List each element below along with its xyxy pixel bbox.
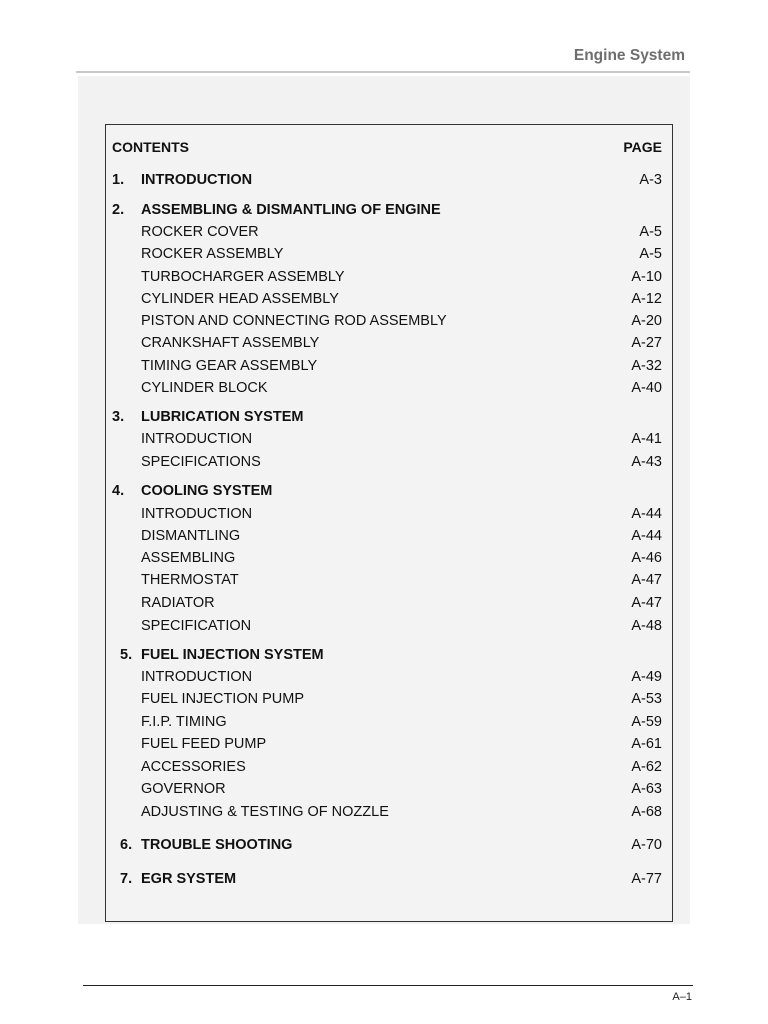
toc-row-label: ASSEMBLING [141,550,236,566]
toc-row-label: PISTON AND CONNECTING ROD ASSEMBLY [141,313,447,329]
toc-row-label: TURBOCHARGER ASSEMBLY [141,269,345,285]
toc-heading-contents: CONTENTS [112,139,189,155]
toc-row-label: TIMING GEAR ASSEMBLY [141,358,318,374]
toc-row-page: A-40 [631,380,662,396]
toc-row-label: ROCKER COVER [141,224,259,240]
toc-row-label: EGR SYSTEM [141,871,237,887]
toc-row [106,548,672,568]
toc-row-page: A-47 [631,572,662,588]
toc-row-number: 3. [112,409,125,425]
toc-row [106,570,672,590]
toc-row-label: INTRODUCTION [141,669,253,685]
toc-row-label: DISMANTLING [141,528,241,544]
toc-row-number: 7. [120,871,133,887]
toc-row-page: A-5 [639,246,662,262]
toc-row-page: A-10 [631,269,662,285]
toc-row-label: LUBRICATION SYSTEM [141,409,304,425]
toc-row [106,734,672,754]
toc-row-page: A-46 [631,550,662,566]
toc-row-page: A-3 [639,172,662,188]
toc-row [106,170,672,190]
toc-row [106,712,672,732]
toc-row-page: A-68 [631,804,662,820]
toc-row [106,481,672,501]
toc-row-label: FUEL INJECTION SYSTEM [141,647,324,663]
toc-row-page: A-44 [631,506,662,522]
toc-row-page: A-41 [631,431,662,447]
toc-row-page: A-59 [631,714,662,730]
toc-row [106,526,672,546]
toc-row [106,200,672,220]
table-of-contents [105,124,673,922]
toc-row-page: A-48 [631,618,662,634]
toc-row [106,645,672,665]
toc-row [106,333,672,353]
toc-row-label: INTRODUCTION [141,506,253,522]
toc-row-page: A-49 [631,669,662,685]
toc-row-label: TROUBLE SHOOTING [141,837,293,853]
toc-row-label: ADJUSTING & TESTING OF NOZZLE [141,804,389,820]
toc-row [106,244,672,264]
toc-row-page: A-47 [631,595,662,611]
toc-row [106,267,672,287]
toc-row [106,311,672,331]
toc-row [106,452,672,472]
toc-row [106,289,672,309]
toc-row [106,222,672,242]
toc-row [106,593,672,613]
toc-row-label: THERMOSTAT [141,572,239,588]
toc-heading-page: PAGE [623,139,662,155]
toc-row [106,757,672,777]
toc-row-label: INTRODUCTION [141,172,253,188]
toc-row-page: A-5 [639,224,662,240]
toc-row-label: ROCKER ASSEMBLY [141,246,284,262]
toc-row-number: 6. [120,837,133,853]
toc-row [106,616,672,636]
toc-row-label: FUEL FEED PUMP [141,736,267,752]
toc-row [106,779,672,799]
toc-row [106,356,672,376]
toc-row [106,504,672,524]
toc-row [106,835,672,855]
toc-row-page: A-20 [631,313,662,329]
toc-row-label: ASSEMBLING & DISMANTLING OF ENGINE [141,202,441,218]
toc-row-label: RADIATOR [141,595,215,611]
toc-row-number: 2. [112,202,125,218]
footer-page-number: A–1 [672,991,692,1003]
toc-row-page: A-61 [631,736,662,752]
toc-row-number: 5. [120,647,133,663]
toc-row-label: GOVERNOR [141,781,226,797]
toc-row-page: A-53 [631,691,662,707]
toc-row-label: INTRODUCTION [141,431,253,447]
toc-row-page: A-70 [631,837,662,853]
toc-row-page: A-62 [631,759,662,775]
toc-row [106,378,672,398]
toc-row [106,667,672,687]
toc-row [106,869,672,889]
toc-row-label: SPECIFICATION [141,618,252,634]
toc-row [106,689,672,709]
toc-row-label: F.I.P. TIMING [141,714,227,730]
header-divider [76,71,690,73]
toc-row-page: A-43 [631,454,662,470]
toc-row-number: 1. [112,172,125,188]
toc-row-page: A-32 [631,358,662,374]
toc-row [106,407,672,427]
toc-row-number: 4. [112,483,125,499]
toc-row-label: ACCESSORIES [141,759,246,775]
toc-row [106,802,672,822]
toc-row-label: COOLING SYSTEM [141,483,273,499]
header-title: Engine System [573,47,685,64]
toc-row-label: CYLINDER BLOCK [141,380,268,396]
toc-row-label: CRANKSHAFT ASSEMBLY [141,335,320,351]
toc-heading-row [106,137,672,157]
toc-row [106,429,672,449]
toc-row-label: FUEL INJECTION PUMP [141,691,305,707]
toc-row-page: A-63 [631,781,662,797]
toc-row-page: A-44 [631,528,662,544]
toc-row-label: SPECIFICATIONS [141,454,261,470]
toc-row-page: A-27 [631,335,662,351]
toc-row-page: A-12 [631,291,662,307]
footer-divider [83,985,693,986]
toc-row-label: CYLINDER HEAD ASSEMBLY [141,291,339,307]
toc-row-page: A-77 [631,871,662,887]
